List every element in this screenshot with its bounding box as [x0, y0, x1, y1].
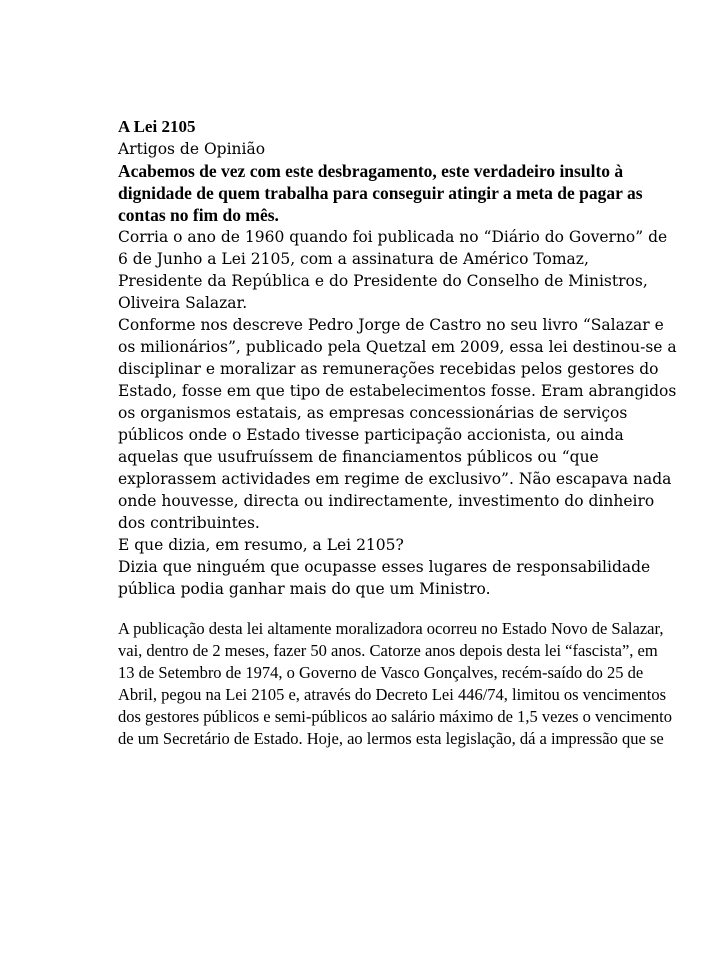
paragraph-answer: Dizia que ninguém que ocupasse esses lugares de responsabilidade pública podia ganhar mais do que um Ministro. [118, 558, 651, 598]
paragraph-lei-2105-publication: Corria o ano de 1960 quando foi publicada no “Diário do Governo” de 6 de Junho a Lei 2105, com a assinatura de Américo Tomaz, Presidente da República e do Presidente do Conselho de Ministros, Oliveira Salazar. [118, 228, 668, 312]
article-category: Artigos de Opinião [118, 140, 266, 158]
paragraph-history: A publicação desta lei altamente moralizadora ocorreu no Estado Novo de Salazar, vai, dentro de 2 meses, fazer 50 anos. Catorze anos depois desta lei “fascista”, em 13 de Setembro de 1974, o Governo de Vasco Gonçalves, recém-saído do 25 de Abril, pegou na Lei 2105 e, através do Decreto Lei 446/74, limitou os vencimentos dos gestores públicos e semi-públicos ao salário máximo de 1,5 vezes o vencimento de um Secretário de Estado. Hoje, ao lermos esta legislação, dá a impressão que se [118, 619, 672, 748]
article-lead: Acabemos de vez com este desbragamento, este verdadeiro insulto à dignidade de quem trabalha para conseguir atingir a meta de pagar as contas no fim do mês. [118, 161, 643, 225]
article-title: A Lei 2105 [118, 117, 196, 136]
paragraph-question: E que dizia, em resumo, a Lei 2105? [118, 536, 404, 554]
paragraph-book-description: Conforme nos descreve Pedro Jorge de Castro no seu livro “Salazar e os milionários”, publicado pela Quetzal em 2009, essa lei destinou-se a disciplinar e moralizar as remunerações recebidas pelos gestores do Estado, fosse em que tipo de estabelecimentos fosse. Eram abrangidos os organismos estatais, as empresas concessionárias de serviços públicos onde o Estado tivesse participação accionista, ou ainda aquelas que usufruíssem de financiamentos públicos ou “que explorassem actividades em regime de exclusivo”. Não escapava nada onde houvesse, directa ou indirectamente, investimento do dinheiro dos contribuintes. [118, 316, 677, 532]
article [118, 116, 678, 750]
